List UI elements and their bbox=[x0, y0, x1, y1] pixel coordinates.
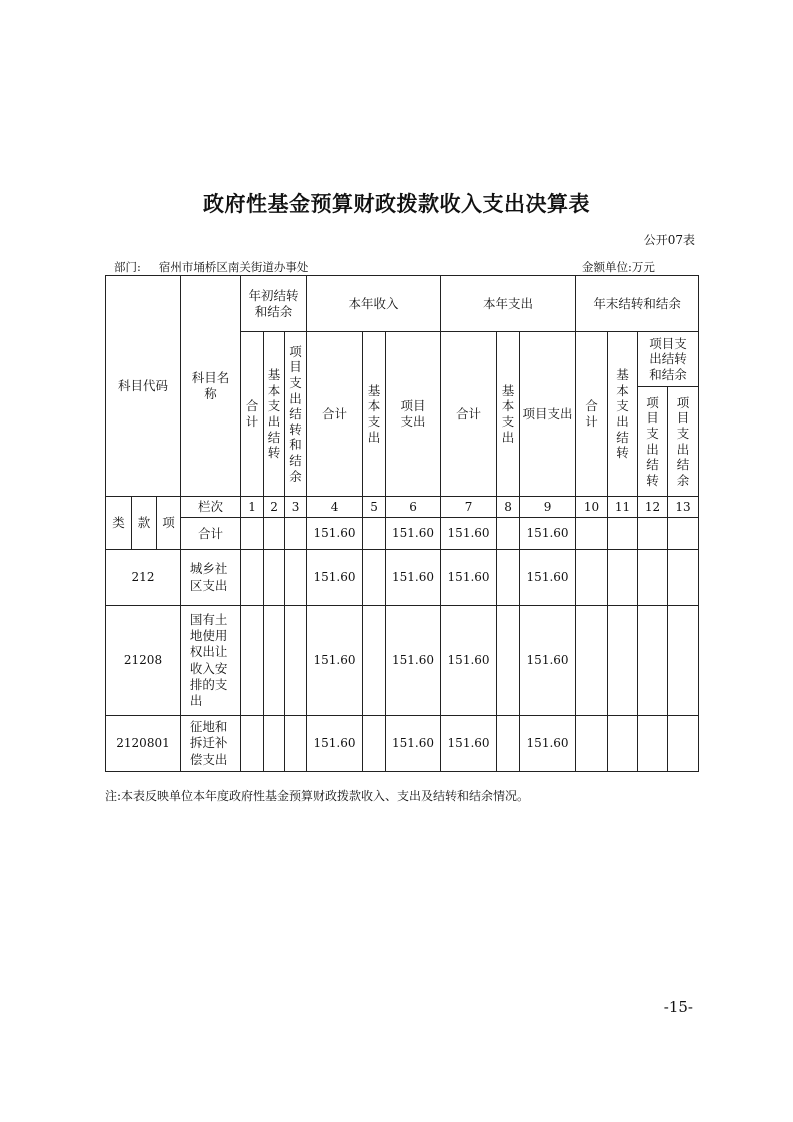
cell-c11 bbox=[608, 606, 638, 716]
cell-c13 bbox=[668, 550, 699, 606]
header-kuan: 款 bbox=[132, 497, 157, 550]
header-income: 本年收入 bbox=[307, 276, 441, 332]
header-end-project-text: 项目支出结转和结余 bbox=[649, 335, 687, 382]
col-number-13: 13 bbox=[668, 497, 699, 518]
cell-c6: 151.60 bbox=[386, 606, 441, 716]
header-expense-basic bbox=[497, 332, 520, 497]
header-income-basic-text: 基本支出 bbox=[367, 382, 381, 445]
cell-c9: 151.60 bbox=[520, 716, 576, 772]
department-line bbox=[114, 259, 308, 275]
header-open-project bbox=[285, 332, 307, 497]
cell-c1 bbox=[241, 550, 264, 606]
row-name-text: 国有土地使用权出让收入安排的支出 bbox=[189, 611, 228, 708]
header-row-1 bbox=[106, 276, 699, 332]
table-note: 注:本表反映单位本年度政府性基金预算财政拨款收入、支出及结转和结余情况。 bbox=[105, 789, 530, 803]
header-xiang: 项 bbox=[157, 497, 181, 550]
cell-c1 bbox=[241, 518, 264, 550]
header-open-total bbox=[241, 332, 264, 497]
budget-table bbox=[105, 275, 699, 772]
cell-c5 bbox=[363, 550, 386, 606]
header-end-balance: 年末结转和结余 bbox=[576, 276, 699, 332]
cell-c8 bbox=[497, 518, 520, 550]
cell-c3 bbox=[285, 606, 307, 716]
col-number-2: 2 bbox=[264, 497, 285, 518]
cell-c9: 151.60 bbox=[520, 518, 576, 550]
page-number: -15- bbox=[663, 998, 693, 1016]
header-expense-total: 合计 bbox=[441, 332, 497, 497]
page-title: 政府性基金预算财政拨款收入支出决算表 bbox=[203, 192, 590, 216]
col-number-8: 8 bbox=[497, 497, 520, 518]
cell-c11 bbox=[608, 550, 638, 606]
header-open-basic bbox=[264, 332, 285, 497]
cell-c8 bbox=[497, 716, 520, 772]
table-row bbox=[106, 518, 699, 550]
cell-c7: 151.60 bbox=[441, 518, 497, 550]
cell-c12 bbox=[638, 518, 668, 550]
cell-c7: 151.60 bbox=[441, 550, 497, 606]
cell-c12 bbox=[638, 606, 668, 716]
cell-c2 bbox=[264, 606, 285, 716]
header-lanci: 栏次 bbox=[181, 497, 241, 518]
cell-c8 bbox=[497, 606, 520, 716]
header-end-project-carry-text: 项目支出结转 bbox=[646, 394, 659, 488]
cell-c13 bbox=[668, 716, 699, 772]
table-row bbox=[106, 606, 699, 716]
row-code: 21208 bbox=[106, 606, 181, 716]
header-income-project bbox=[386, 332, 441, 497]
header-end-project-balance-text: 项目支出结余 bbox=[676, 394, 690, 488]
row-name-text: 城乡社区支出 bbox=[189, 561, 228, 593]
header-code: 科目代码 bbox=[106, 276, 181, 497]
col-number-3: 3 bbox=[285, 497, 307, 518]
header-end-basic bbox=[608, 332, 638, 497]
department-label: 部门: bbox=[114, 260, 141, 274]
cell-c9: 151.60 bbox=[520, 606, 576, 716]
header-income-project-text: 项目支出 bbox=[400, 398, 426, 429]
cell-c12 bbox=[638, 550, 668, 606]
cell-c13 bbox=[668, 518, 699, 550]
header-income-total: 合计 bbox=[307, 332, 363, 497]
cell-c1 bbox=[241, 606, 264, 716]
header-end-project-carry bbox=[638, 387, 668, 497]
cell-c2 bbox=[264, 518, 285, 550]
header-lei: 类 bbox=[106, 497, 132, 550]
amount-unit: 金额单位:万元 bbox=[582, 260, 655, 274]
col-number-5: 5 bbox=[363, 497, 386, 518]
row-name-text: 征地和拆迁补偿支出 bbox=[189, 719, 228, 767]
cell-c6: 151.60 bbox=[386, 518, 441, 550]
header-name bbox=[181, 276, 241, 497]
header-open-balance bbox=[241, 276, 307, 332]
cell-c12 bbox=[638, 716, 668, 772]
cell-c4: 151.60 bbox=[307, 550, 363, 606]
cell-c8 bbox=[497, 550, 520, 606]
col-number-1: 1 bbox=[241, 497, 264, 518]
form-number: 公开07表 bbox=[643, 233, 695, 247]
cell-c3 bbox=[285, 716, 307, 772]
cell-c5 bbox=[363, 606, 386, 716]
cell-c4: 151.60 bbox=[307, 716, 363, 772]
cell-c3 bbox=[285, 550, 307, 606]
header-expense-project-text: 项目支出 bbox=[522, 406, 573, 422]
header-expense-basic-text: 基本支出 bbox=[501, 382, 515, 445]
col-number-6: 6 bbox=[386, 497, 441, 518]
cell-c10 bbox=[576, 550, 608, 606]
cell-c6: 151.60 bbox=[386, 550, 441, 606]
cell-c10 bbox=[576, 606, 608, 716]
col-number-10: 10 bbox=[576, 497, 608, 518]
cell-c4: 151.60 bbox=[307, 518, 363, 550]
header-open-basic-text: 基本支出结转 bbox=[267, 367, 281, 461]
cell-c10 bbox=[576, 518, 608, 550]
cell-c11 bbox=[608, 716, 638, 772]
cell-c9: 151.60 bbox=[520, 550, 576, 606]
cell-c5 bbox=[363, 716, 386, 772]
col-number-4: 4 bbox=[307, 497, 363, 518]
col-number-12: 12 bbox=[638, 497, 668, 518]
cell-c2 bbox=[264, 550, 285, 606]
cell-c2 bbox=[264, 716, 285, 772]
cell-c7: 151.60 bbox=[441, 606, 497, 716]
header-end-total-text: 合计 bbox=[585, 398, 598, 429]
cell-c3 bbox=[285, 518, 307, 550]
column-number-row bbox=[106, 497, 699, 518]
row-name bbox=[181, 606, 241, 716]
header-expense: 本年支出 bbox=[441, 276, 576, 332]
header-end-basic-text: 基本支出结转 bbox=[616, 367, 629, 461]
col-number-9: 9 bbox=[520, 497, 576, 518]
row-name bbox=[181, 716, 241, 772]
header-open-balance-text: 年初结转和结余 bbox=[248, 287, 299, 319]
header-open-total-text: 合计 bbox=[245, 398, 259, 429]
cell-c1 bbox=[241, 716, 264, 772]
cell-c13 bbox=[668, 606, 699, 716]
cell-c11 bbox=[608, 518, 638, 550]
row-name: 合计 bbox=[181, 518, 241, 550]
department-name: 宿州市埇桥区南关街道办事处 bbox=[158, 260, 309, 274]
cell-c5 bbox=[363, 518, 386, 550]
table-row bbox=[106, 550, 699, 606]
row-name bbox=[181, 550, 241, 606]
header-income-basic bbox=[363, 332, 386, 497]
header-end-total bbox=[576, 332, 608, 497]
col-number-7: 7 bbox=[441, 497, 497, 518]
table-row bbox=[106, 716, 699, 772]
header-end-project bbox=[638, 332, 699, 387]
cell-c6: 151.60 bbox=[386, 716, 441, 772]
header-open-project-text: 项目支出结转和结余 bbox=[289, 343, 302, 484]
row-code: 2120801 bbox=[106, 716, 181, 772]
col-number-11: 11 bbox=[608, 497, 638, 518]
cell-c7: 151.60 bbox=[441, 716, 497, 772]
header-end-project-balance bbox=[668, 387, 699, 497]
row-code: 212 bbox=[106, 550, 181, 606]
header-name-text: 科目名称 bbox=[191, 370, 230, 401]
header-expense-project bbox=[520, 332, 576, 497]
cell-c4: 151.60 bbox=[307, 606, 363, 716]
cell-c10 bbox=[576, 716, 608, 772]
